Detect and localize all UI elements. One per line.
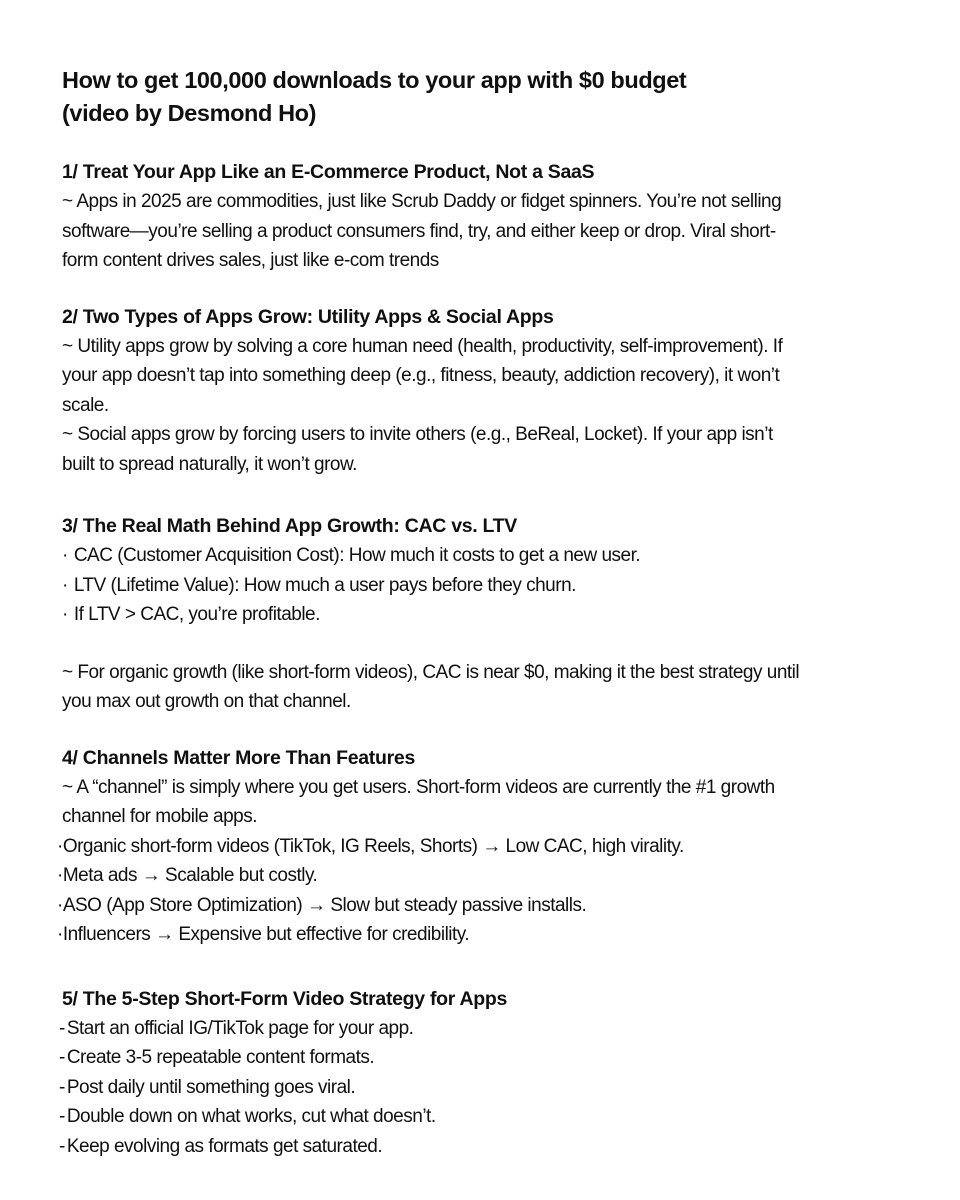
section-5 (59, 984, 930, 1162)
dash-text: Create 3-5 repeatable content formats. (66, 1047, 375, 1068)
paragraph (62, 332, 930, 421)
bullet-marker: · (57, 865, 63, 886)
bullet-item (57, 891, 930, 921)
bullet-text: ASO (App Store Optimization) → Slow but steady passive installs. (62, 894, 587, 916)
text-line: ~ For organic growth (like short-form videos), CAC is near $0, making it the best strategy until (62, 661, 800, 683)
bullet-item (57, 832, 930, 862)
dash-marker: - (59, 1076, 65, 1098)
bullet-marker: · (62, 574, 68, 596)
text-line: built to spread naturally, it won’t grow. (62, 453, 357, 475)
bullet-item (62, 541, 930, 571)
bullet-marker: · (57, 894, 63, 916)
bullet-text: If LTV > CAC, you’re profitable. (73, 604, 320, 625)
dash-marker: - (59, 1135, 65, 1157)
text-line: software—you’re selling a product consumers find, try, and either keep or drop. Viral short- (62, 220, 776, 242)
section-heading: 4/ Channels Matter More Than Features (62, 746, 415, 769)
section-4 (57, 743, 930, 950)
bullet-text: CAC (Customer Acquisition Cost): How much it costs to get a new user. (73, 545, 641, 566)
paragraph (62, 773, 930, 832)
page-title: How to get 100,000 downloads to your app with $0 budget (62, 67, 687, 93)
text-line: ~ Apps in 2025 are commodities, just like Scrub Daddy or fidget spinners. You’re not selling (62, 191, 782, 212)
section-heading: 1/ Treat Your App Like an E-Commerce Product, Not a SaaS (62, 161, 595, 183)
section-1 (62, 157, 930, 276)
section-2 (62, 302, 930, 480)
dash-item (59, 1102, 930, 1132)
text-line: form content drives sales, just like e-com trends (62, 250, 439, 271)
bullet-text: Meta ads → Scalable but costly. (62, 865, 318, 886)
section-3 (62, 511, 930, 717)
bullet-item (62, 571, 930, 601)
bullet-text: LTV (Lifetime Value): How much a user pays before they churn. (73, 574, 576, 596)
dash-text: Keep evolving as formats get saturated. (66, 1135, 383, 1157)
text-line: ~ A “channel” is simply where you get users. Short-form videos are currently the #1 growth (62, 776, 775, 798)
bullet-list (57, 832, 930, 950)
paragraph (62, 420, 930, 479)
section-heading: 2/ Two Types of Apps Grow: Utility Apps & Social Apps (62, 305, 554, 328)
dash-marker: - (59, 1017, 65, 1039)
dash-marker: - (59, 1106, 65, 1127)
bullet-item (57, 920, 930, 950)
section-heading: 5/ The 5-Step Short-Form Video Strategy for Apps (62, 987, 507, 1010)
section-heading: 3/ The Real Math Behind App Growth: CAC vs. LTV (62, 515, 518, 537)
page-subtitle: (video by Desmond Ho) (62, 100, 317, 126)
dash-item (59, 1132, 930, 1162)
bullet-text: Organic short-form videos (TikTok, IG Reels, Shorts) → Low CAC, high virality. (62, 835, 684, 857)
text-line: your app doesn’t tap into something deep (e.g., fitness, beauty, addiction recovery), it won’t (62, 365, 780, 386)
dash-text: Start an official IG/TikTok page for your app. (66, 1017, 414, 1039)
dash-item (59, 1043, 930, 1073)
bullet-item (62, 600, 930, 630)
dash-marker: - (59, 1047, 65, 1068)
dash-list (59, 1014, 930, 1162)
bullet-item (57, 861, 930, 891)
dash-text: Double down on what works, cut what doesn’t. (66, 1106, 436, 1127)
text-line: channel for mobile apps. (62, 806, 258, 827)
text-line: scale. (62, 394, 109, 416)
dash-item (59, 1014, 930, 1044)
bullet-marker: · (57, 835, 63, 857)
text-line: ~ Utility apps grow by solving a core human need (health, productivity, self-improvement). If (62, 335, 783, 357)
bullet-marker: · (57, 924, 63, 945)
bullet-marker: · (62, 604, 68, 625)
bullet-text: Influencers → Expensive but effective for credibility. (62, 924, 470, 945)
bullet-list (62, 541, 930, 630)
paragraph (62, 658, 930, 717)
text-line: you max out growth on that channel. (62, 691, 351, 712)
bullet-marker: · (62, 545, 68, 566)
dash-item (59, 1073, 930, 1103)
text-line: ~ Social apps grow by forcing users to invite others (e.g., BeReal, Locket). If your app isn’t (62, 424, 773, 445)
paragraph (62, 187, 930, 276)
dash-text: Post daily until something goes viral. (66, 1076, 356, 1098)
